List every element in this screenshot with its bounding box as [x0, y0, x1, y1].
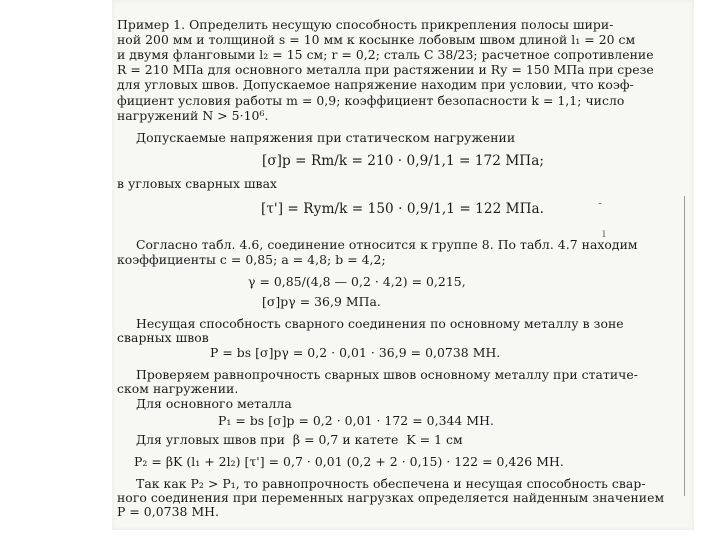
coefficients-line: коэффициенты c = 0,85; a = 4,8; b = 4,2;	[117, 252, 386, 267]
check-line: Проверяем равнопрочность сварных швов основному металлу при статиче-	[136, 367, 639, 382]
conclusion-line: ного соединения при переменных нагрузках определяется найденным значением	[117, 490, 665, 505]
problem-line: для угловых швов. Допускаемое напряжение находим при условии, что коэф-	[117, 77, 634, 92]
problem-line: нагружений N > 5·10⁶.	[117, 108, 269, 123]
page-margin-line	[684, 196, 685, 496]
formula-gamma: γ = 0,85/(4,8 — 0,2 · 4,2) = 0,215,	[248, 274, 466, 289]
problem-line: ной 200 мм и толщиной s = 10 мм к косынке лобовым швом длиной l₁ = 20 см	[117, 32, 636, 47]
conclusion-line: P = 0,0738 МН.	[117, 504, 220, 519]
margin-mark: ı	[602, 226, 606, 240]
welds-label: в угловых сварных швах	[117, 176, 278, 191]
check-line: ском нагружении.	[117, 381, 239, 396]
problem-line: Пример 1. Определить несущую способность прикрепления полосы шири-	[117, 17, 614, 32]
formula-tau: [τ'] = Rуm/k = 150 · 0,9/1,1 = 122 МПа.	[261, 201, 545, 217]
capacity-line: сварных швов	[117, 330, 209, 345]
formula-p2: P₂ = βK (l₁ + 2l₂) [τ'] = 0,7 · 0,01 (0,2 + 2 · 0,15) · 122 = 0,426 МН.	[134, 454, 564, 469]
formula-sigma: [σ]р = Rm/k = 210 · 0,9/1,1 = 172 МПа;	[262, 153, 544, 169]
base-metal-label: Для основного металла	[136, 396, 292, 411]
margin-mark: -	[598, 196, 603, 210]
capacity-line: Несущая способность сварного соединения по основному металлу в зоне	[136, 316, 624, 331]
formula-p1: P₁ = bs [σ]р = 0,2 · 0,01 · 172 = 0,344 МН.	[218, 413, 494, 428]
problem-line: и двумя фланговыми l₂ = 15 см; r = 0,2; сталь С 38/23; расчетное сопротивление	[117, 47, 654, 62]
problem-line: R = 210 МПа для основного металла при растяжении и Rу = 150 МПа при срезе	[117, 62, 654, 77]
formula-p: P = bs [σ]рγ = 0,2 · 0,01 · 36,9 = 0,0738 МН.	[210, 345, 501, 360]
group-line: Согласно табл. 4.6, соединение относится к группе 8. По табл. 4.7 находим	[136, 237, 638, 252]
fillet-weld-label: Для угловых швов при β = 0,7 и катете K = 1 см	[136, 432, 463, 447]
problem-line: фициент условия работы m = 0,9; коэффициент безопасности k = 1,1; число	[117, 93, 625, 108]
conclusion-line: Так как P₂ > P₁, то равнопрочность обеспечена и несущая способность свар-	[136, 476, 646, 491]
formula-sigma-gamma: [σ]рγ = 36,9 МПа.	[262, 294, 381, 309]
static-heading: Допускаемые напряжения при статическом нагружении	[136, 130, 516, 145]
